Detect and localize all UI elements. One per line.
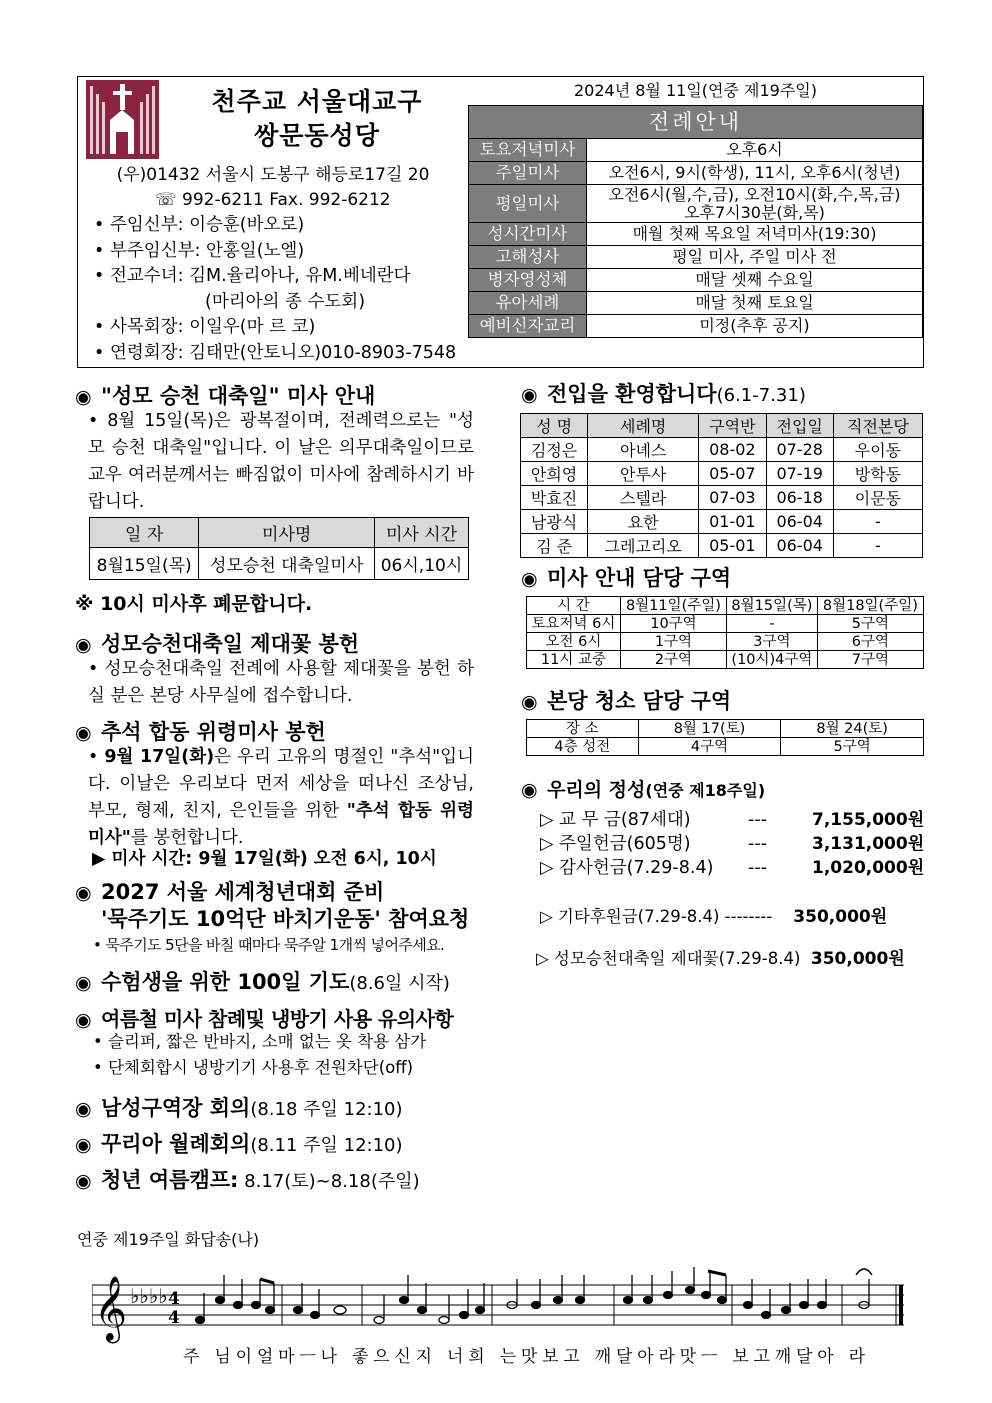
liturgy-value: 매월 첫째 목요일 저녁미사(19:30) — [587, 223, 923, 246]
liturgy-label: 평일미사 — [469, 185, 587, 223]
table-cell: 남광식 — [521, 510, 588, 534]
section-camp-heading — [75, 1166, 420, 1196]
staff-list — [92, 213, 472, 366]
section-title: 청년 여름캠프: — [101, 1168, 239, 1192]
assumption-body: • 8월 15일(목)은 광복절이며, 전례력으로는 "성모 승천 대축일"입니다. 이 날은 의무대축일이므로 교우 여러분께서는 빠짐없이 미사에 참례하시기 바랍니다. — [88, 411, 474, 512]
chuseok-bullet: • — [88, 747, 105, 767]
welcome-table — [520, 413, 923, 558]
liturgy-label: 주일미사 — [469, 162, 587, 185]
wyd-title-line2: '묵주기도 10억단 바치기운동' 참여요청 — [101, 907, 470, 931]
table-cell: 토요저녁 6시 — [527, 615, 621, 633]
summer-item: • 슬리퍼, 짧은 반바지, 소매 없는 옷 착용 삼가 — [93, 1032, 427, 1051]
table-cell: 우이동 — [833, 438, 922, 462]
liturgy-value: 매달 첫째 토요일 — [587, 292, 923, 315]
bullet-icon: ◉ — [521, 568, 538, 590]
closing-note: ※ 10시 미사후 폐문합니다. — [75, 593, 313, 615]
offering-flower — [536, 947, 905, 971]
offering-row — [540, 856, 924, 880]
church-logo — [86, 80, 159, 159]
offering-value: 1,020,000원 — [812, 858, 925, 878]
section-title: 미사 안내 담당 구역 — [547, 566, 732, 590]
table-cell: 안투사 — [588, 462, 699, 486]
issue-date: 2024년 8월 11일(연중 제19주일) — [573, 81, 817, 100]
bullet-icon: ◉ — [75, 1009, 92, 1031]
chuseok-mass-name: "추석 합동 위령 미사" — [88, 801, 474, 848]
table-cell: 이문동 — [833, 486, 922, 510]
header-box — [77, 76, 924, 368]
church-logo-icon — [86, 80, 159, 159]
section-guide-heading — [521, 564, 731, 593]
liturgy-value: 미정(추후 공지) — [587, 315, 923, 338]
table-cell: 06시,10시 — [374, 548, 468, 580]
table-header: 전입일 — [766, 414, 833, 438]
section-title: 2027 서울 세계청년대회 준비 — [101, 880, 385, 904]
table-header: 미사 시간 — [374, 518, 468, 548]
section-flowers-heading — [75, 630, 359, 659]
table-cell: 성모승천 대축일미사 — [199, 548, 375, 580]
staff-item: • 사목회장: 이일우(마 르 코) — [92, 315, 472, 341]
table-cell: 5구역 — [781, 738, 924, 756]
offering-dash: --- — [748, 810, 767, 830]
church-name-line1: 천주교 서울대교구 — [211, 87, 423, 116]
liturgy-label: 유아세례 — [469, 292, 587, 315]
section-subtitle: 8.17(토)~8.18(주일) — [238, 1171, 420, 1192]
table-cell: 7구역 — [817, 651, 923, 669]
offering-value: 3,131,000원 — [812, 834, 925, 854]
section-cleaning-heading — [521, 687, 731, 716]
liturgy-value: 매달 셋째 수요일 — [587, 269, 923, 292]
table-cell: 오전 6시 — [527, 633, 621, 651]
chuseok-body — [88, 744, 474, 852]
table-row — [521, 534, 923, 558]
church-name-line2: 쌍문동성당 — [254, 121, 380, 150]
table-cell: 06-04 — [766, 510, 833, 534]
table-cell: 06-04 — [766, 534, 833, 558]
staff-item: • 전교수녀: 김M.율리아나, 유M.베네란다 — [92, 264, 472, 290]
offering-value: 350,000원 — [793, 907, 888, 927]
section-title: 수험생을 위한 100일 기도 — [101, 970, 350, 994]
section-offering-heading — [521, 776, 765, 805]
staff-item: • 부주임신부: 안홍일(노엘) — [92, 239, 472, 265]
chuseok-text: 은 우리 고유의 명절인 "추석"입니다. 이날은 우리보다 먼저 세상을 떠나신 조상님, 부모, 형제, 친지, 은인들을 위한 — [88, 747, 474, 821]
liturgy-label: 성시간미사 — [469, 223, 587, 246]
offering-label: ▷ 감사헌금(7.29-8.4) — [540, 858, 714, 878]
section-subtitle: (연중 제18주일) — [645, 781, 766, 800]
table-header: 장 소 — [527, 720, 639, 738]
time-signature-icon: 4 — [168, 1308, 180, 1328]
note-beams — [260, 1271, 726, 1283]
bullet-icon: ◉ — [75, 1170, 92, 1192]
table-cell: 05-01 — [699, 534, 766, 558]
bullet-icon: ◉ — [75, 386, 92, 408]
table-cell: 5구역 — [817, 615, 923, 633]
bullet-icon: ◉ — [75, 882, 92, 904]
table-cell: 4구역 — [638, 738, 781, 756]
section-title: 우리의 정성 — [547, 779, 646, 801]
bullet-icon: ◉ — [521, 779, 538, 801]
staff-item: • 주임신부: 이승훈(바오로) — [92, 213, 472, 239]
table-row — [521, 486, 923, 510]
table-row — [527, 651, 924, 669]
liturgy-value — [587, 185, 923, 223]
staff-item: (마리아의 종 수도회) — [205, 291, 366, 312]
liturgy-label: 토요저녁미사 — [469, 139, 587, 162]
bullet-icon: ◉ — [521, 691, 538, 713]
offering-label: ▷ 성모승천대축일 제대꽃(7.29-8.4) — [536, 949, 801, 968]
table-header: 8월15일(목) — [727, 597, 818, 615]
table-cell: 그레고리오 — [588, 534, 699, 558]
offering-row — [540, 832, 924, 856]
flowers-body: • 성모승천대축일 전례에 사용할 제대꽃을 봉헌 하실 분은 본당 사무실에 접수합니다. — [88, 659, 474, 706]
table-cell: (10시)4구역 — [727, 651, 818, 669]
table-header: 8월 24(토) — [781, 720, 924, 738]
table-cell: 05-07 — [699, 462, 766, 486]
table-cell: 4층 성전 — [527, 738, 639, 756]
table-cell: 아녜스 — [588, 438, 699, 462]
table-cell: 박효진 — [521, 486, 588, 510]
table-row — [527, 633, 924, 651]
psalm-title: 연중 제19주일 화답송(나) — [77, 1230, 260, 1249]
table-cell: 김정은 — [521, 438, 588, 462]
bullet-icon: ◉ — [75, 722, 92, 744]
mass-guide-table — [526, 596, 924, 669]
section-exam-heading — [75, 968, 450, 998]
offering-dash: --- — [748, 858, 767, 878]
table-cell: 07-03 — [699, 486, 766, 510]
table-header: 구역반 — [699, 414, 766, 438]
section-title: 꾸리아 월례회의 — [101, 1132, 251, 1156]
table-cell: - — [833, 534, 922, 558]
offering-row — [540, 808, 924, 832]
table-cell: 2구역 — [620, 651, 726, 669]
phone: ☏ 992-6211 Fax. 992-6212 — [155, 190, 391, 210]
table-row — [527, 615, 924, 633]
table-cell: 07-19 — [766, 462, 833, 486]
key-signature-icon: ♭♭♭♭ — [130, 1284, 168, 1308]
bullet-icon: ◉ — [521, 384, 538, 406]
offering-label: ▷ 주일헌금(605명) — [540, 834, 691, 854]
bullet-icon: ◉ — [75, 1098, 92, 1120]
section-subtitle: (8.6일 시작) — [349, 973, 450, 994]
table-row — [521, 510, 923, 534]
table-cell: 06-18 — [766, 486, 833, 510]
table-header: 미사명 — [199, 518, 375, 548]
table-row — [521, 438, 923, 462]
table-row — [527, 738, 924, 756]
section-assumption-heading — [75, 382, 375, 411]
psalm-lyrics: 주 님이얼마ㅡ나 좋으신지 너희 는맛보고 깨달아라맛ㅡ 보고깨달아 라 — [183, 1347, 870, 1367]
liturgy-value: 오후6시 — [587, 139, 923, 162]
table-cell: 11시 교중 — [527, 651, 621, 669]
bullet-icon: ◉ — [75, 1134, 92, 1156]
section-title: 본당 청소 담당 구역 — [547, 689, 732, 713]
liturgy-value: 오전6시, 9시(학생), 11시, 오후6시(청년) — [587, 162, 923, 185]
liturgy-title: 전례안내 — [469, 106, 923, 139]
cleaning-table — [526, 719, 924, 756]
table-header: 성 명 — [521, 414, 588, 438]
section-subtitle: (8.11 주일 12:10) — [250, 1135, 403, 1156]
table-cell: 방학동 — [833, 462, 922, 486]
table-cell: 스텔라 — [588, 486, 699, 510]
table-cell: - — [833, 510, 922, 534]
table-cell: 요한 — [588, 510, 699, 534]
table-header: 8월 17(토) — [638, 720, 781, 738]
liturgy-value-line1: 오전6시(월,수,금), 오전10시(화,수,목,금) — [608, 184, 901, 204]
treble-clef-icon: 𝄞 — [94, 1276, 128, 1341]
table-cell: 안희영 — [521, 462, 588, 486]
table-cell: 08-02 — [699, 438, 766, 462]
time-signature-icon: 4 — [168, 1289, 180, 1309]
section-wyd-heading — [75, 878, 384, 907]
table-header: 일 자 — [90, 518, 199, 548]
offering-other — [540, 905, 887, 929]
liturgy-value-line2: 오후7시30분(화,목) — [684, 202, 825, 222]
table-cell: 07-28 — [766, 438, 833, 462]
table-cell: 10구역 — [620, 615, 726, 633]
address: (우)01432 서울시 도봉구 해등로17길 20 — [116, 165, 430, 185]
offering-dash: --- — [748, 834, 767, 854]
table-cell: 6구역 — [817, 633, 923, 651]
chuseok-text-end: 를 봉헌합니다. — [130, 828, 244, 848]
table-cell: 1구역 — [620, 633, 726, 651]
section-title: 남성구역장 회의 — [101, 1096, 251, 1120]
staff-item: • 연령회장: 김태만(안토니오)010-8903-7548 — [92, 341, 472, 367]
section-subtitle: (6.1-7.31) — [716, 385, 806, 406]
table-header: 8월18일(주일) — [817, 597, 923, 615]
wyd-body: • 묵주기도 5단을 바칠 때마다 묵주알 1개씩 넣어주세요. — [93, 936, 445, 954]
offering-value: 350,000원 — [810, 949, 905, 969]
liturgy-label: 고해성사 — [469, 246, 587, 269]
chuseok-date: 9월 17일(화) — [104, 747, 215, 767]
section-welcome-heading — [521, 380, 806, 410]
section-title: 전입을 환영합니다 — [547, 382, 717, 406]
bullet-icon: ◉ — [75, 634, 92, 656]
summer-item: • 단체회합시 냉방기기 사용후 전원차단(off) — [93, 1058, 414, 1077]
fermata-icon — [856, 1269, 872, 1275]
table-cell: - — [727, 615, 818, 633]
liturgy-value: 평일 미사, 주일 미사 전 — [587, 246, 923, 269]
offering-value: 7,155,000원 — [812, 810, 925, 830]
section-meeting2-heading — [75, 1130, 403, 1160]
table-row — [521, 462, 923, 486]
offering-label: ▷ 기타후원금(7.29-8.4) -------- — [540, 907, 773, 926]
bullet-icon: ◉ — [75, 972, 92, 994]
section-subtitle: (8.18 주일 12:10) — [250, 1099, 403, 1120]
table-cell: 3구역 — [727, 633, 818, 651]
table-cell: 8월15일(목) — [90, 548, 199, 580]
table-header: 8월11일(주일) — [620, 597, 726, 615]
table-header: 세례명 — [588, 414, 699, 438]
chuseok-time: ▶ 미사 시간: 9월 17일(화) 오전 6시, 10시 — [92, 849, 437, 869]
liturgy-label: 예비신자교리 — [469, 315, 587, 338]
section-chuseok-heading — [75, 718, 326, 747]
table-header: 시 간 — [527, 597, 621, 615]
section-meeting1-heading — [75, 1094, 403, 1124]
liturgy-table — [468, 105, 923, 338]
liturgy-label: 병자영성체 — [469, 269, 587, 292]
section-title: 여름철 미사 참례및 냉방기 사용 유의사항 — [101, 1007, 454, 1031]
assumption-mass-table — [89, 517, 469, 580]
section-title: "성모 승천 대축일" 미사 안내 — [101, 384, 376, 408]
table-cell: 김 준 — [521, 534, 588, 558]
church-name — [182, 85, 452, 153]
offering-label: ▷ 교 무 금(87세대) — [540, 810, 691, 830]
table-cell: 01-01 — [699, 510, 766, 534]
section-title: 추석 합동 위령미사 봉헌 — [101, 720, 326, 744]
section-title: 성모승천대축일 제대꽃 봉헌 — [101, 632, 360, 656]
table-header: 직전본당 — [833, 414, 922, 438]
